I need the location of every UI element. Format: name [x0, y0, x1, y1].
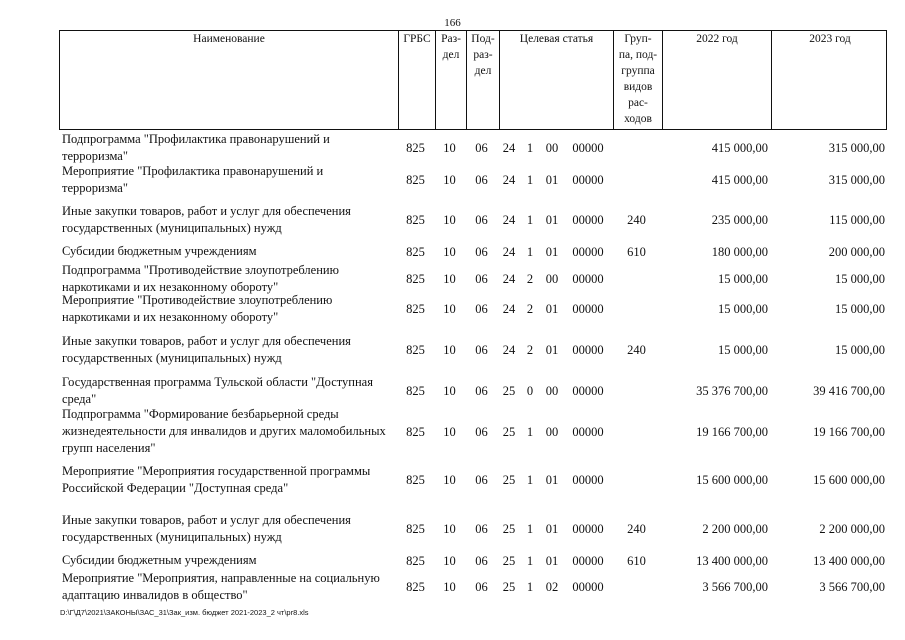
row-t3: 01	[545, 302, 559, 316]
header-gruppa-line: группа	[621, 65, 655, 77]
row-name: Государственная программа Тульской области "Доступная среда"	[62, 375, 373, 406]
row-podrazdel: 06	[475, 173, 488, 187]
row-podrazdel: 06	[475, 272, 488, 286]
row-grbs: 825	[406, 302, 425, 316]
row-razdel: 10	[443, 580, 456, 594]
row-name: Подпрограмма "Профилактика правонарушений и терроризма"	[62, 132, 330, 163]
row-y2022: 3 566 700,00	[702, 580, 768, 594]
row-vr: 610	[627, 553, 646, 568]
row-grbs: 825	[406, 553, 425, 568]
header-gruppa-line: рас-	[628, 97, 648, 109]
row-grbs: 825	[406, 213, 425, 227]
header-2022	[662, 31, 771, 129]
row-y2023: 39 416 700,00	[813, 384, 885, 398]
row-y2022: 15 600 000,00	[696, 473, 768, 487]
header-gruppa-line: па, под-	[618, 49, 658, 61]
row-t4: 00000	[572, 244, 604, 259]
row-name: Субсидии бюджетным учреждениям	[62, 553, 257, 567]
row-name: Мероприятие "Профилактика правонарушений и терроризма"	[62, 164, 324, 195]
row-t4: 00000	[572, 302, 604, 316]
row-t4: 00000	[572, 213, 604, 227]
row-t2: 1	[526, 173, 534, 187]
row-podrazdel: 06	[475, 522, 488, 536]
row-razdel: 10	[443, 343, 456, 357]
row-vr: 240	[627, 522, 646, 536]
row-y2022: 2 200 000,00	[702, 522, 768, 536]
header-2023-label: 2023 год	[809, 33, 851, 45]
row-y2022: 13 400 000,00	[696, 553, 768, 568]
header-gruppa-line: ходов	[624, 113, 652, 125]
page-number: 166	[444, 17, 461, 29]
row-razdel: 10	[443, 302, 456, 316]
row-t4: 00000	[572, 343, 604, 357]
row-vr: 240	[627, 213, 646, 227]
table-row	[59, 203, 887, 237]
table-row	[59, 243, 887, 260]
table-row	[59, 463, 887, 497]
row-t4: 00000	[572, 580, 604, 594]
header-2023	[771, 31, 888, 129]
header-tselevaya	[499, 31, 613, 129]
row-t3: 01	[545, 473, 559, 487]
row-t1: 25	[502, 580, 516, 594]
row-y2023: 15 000,00	[835, 302, 885, 316]
row-y2022: 19 166 700,00	[696, 424, 768, 439]
row-grbs: 825	[406, 173, 425, 187]
row-grbs: 825	[406, 522, 425, 536]
row-t3: 01	[545, 173, 559, 187]
row-t3: 00	[545, 141, 559, 155]
row-t1: 25	[502, 522, 516, 536]
row-podrazdel: 06	[475, 213, 488, 227]
row-grbs: 825	[406, 384, 425, 398]
row-t1: 24	[502, 343, 516, 357]
row-y2023: 15 000,00	[835, 343, 885, 357]
row-t2: 1	[526, 553, 534, 568]
header-razdel	[435, 31, 466, 129]
row-razdel: 10	[443, 424, 456, 439]
row-y2022: 35 376 700,00	[696, 384, 768, 398]
header-grbs	[398, 31, 435, 129]
row-podrazdel: 06	[475, 384, 488, 398]
table-row	[59, 406, 887, 457]
row-razdel: 10	[443, 173, 456, 187]
row-t1: 24	[502, 272, 516, 286]
header-grbs-label: ГРБС	[403, 33, 431, 45]
row-y2023: 2 200 000,00	[819, 522, 885, 536]
row-y2023: 19 166 700,00	[813, 424, 885, 439]
row-y2023: 200 000,00	[828, 244, 885, 259]
row-t3: 01	[545, 522, 559, 536]
row-t2: 2	[526, 343, 534, 357]
row-podrazdel: 06	[475, 141, 488, 155]
row-y2023: 15 600 000,00	[813, 473, 885, 487]
row-t1: 25	[502, 384, 516, 398]
row-podrazdel: 06	[475, 553, 488, 568]
row-y2022: 15 000,00	[718, 272, 768, 286]
header-tselevaya-label: Целевая статья	[519, 33, 594, 45]
row-t2: 2	[526, 302, 534, 316]
row-name: Субсидии бюджетным учреждениям	[62, 244, 257, 258]
row-name: Иные закупки товаров, работ и услуг для обеспечения государственных (муниципальных) нужд	[62, 204, 351, 235]
row-podrazdel: 06	[475, 343, 488, 357]
row-grbs: 825	[406, 473, 425, 487]
header-razdel-line: Раз-	[441, 33, 461, 45]
row-podrazdel: 06	[475, 302, 488, 316]
table-row	[59, 333, 887, 367]
row-name: Мероприятие "Мероприятия государственной программы Российской Федерации "Доступная среда"	[62, 464, 371, 495]
row-y2023: 115 000,00	[829, 213, 885, 227]
row-name: Подпрограмма "Формирование безбарьерной среды жизнедеятельности для инвалидов и других маломобильных групп населения"	[62, 407, 386, 455]
row-t3: 02	[545, 580, 559, 594]
row-t2: 0	[526, 384, 534, 398]
row-t3: 01	[545, 343, 559, 357]
row-t1: 24	[502, 302, 516, 316]
row-y2022: 415 000,00	[711, 141, 768, 155]
table-row	[59, 512, 887, 546]
row-t2: 1	[526, 522, 534, 536]
header-podrazdel-line: Под-	[471, 33, 495, 45]
row-y2022: 235 000,00	[711, 213, 768, 227]
row-vr: 610	[627, 244, 646, 259]
row-t2: 1	[526, 141, 534, 155]
table-row	[59, 552, 887, 569]
row-name: Мероприятие "Противодействие злоупотреблению наркотиками и их незаконному обороту"	[62, 293, 333, 324]
row-t4: 00000	[572, 473, 604, 487]
row-t3: 00	[545, 424, 559, 439]
row-name: Подпрограмма "Противодействие злоупотреблению наркотиками и их незаконному обороту"	[62, 263, 339, 294]
row-t1: 24	[502, 141, 516, 155]
row-t1: 24	[502, 173, 516, 187]
row-vr: 240	[627, 343, 646, 357]
header-gruppa-line: видов	[623, 81, 653, 93]
row-razdel: 10	[443, 473, 456, 487]
row-razdel: 10	[443, 553, 456, 568]
row-razdel: 10	[443, 522, 456, 536]
row-razdel: 10	[443, 244, 456, 259]
row-t4: 00000	[572, 384, 604, 398]
row-razdel: 10	[443, 141, 456, 155]
row-podrazdel: 06	[475, 473, 488, 487]
row-t3: 00	[545, 384, 559, 398]
row-y2023: 315 000,00	[828, 173, 885, 187]
row-t2: 1	[526, 580, 534, 594]
row-name: Иные закупки товаров, работ и услуг для обеспечения государственных (муниципальных) нужд	[62, 513, 351, 544]
row-podrazdel: 06	[475, 580, 488, 594]
row-podrazdel: 06	[475, 244, 488, 259]
row-t1: 24	[502, 213, 516, 227]
row-podrazdel: 06	[475, 424, 488, 439]
row-grbs: 825	[406, 141, 425, 155]
table-row	[59, 570, 887, 604]
header-name-label: Наименование	[193, 33, 265, 45]
row-grbs: 825	[406, 580, 425, 594]
row-t4: 00000	[572, 141, 604, 155]
row-t2: 2	[526, 272, 534, 286]
row-y2022: 15 000,00	[718, 302, 768, 316]
file-path-footer: D:\Г\Д7\2021\ЗАКОНЫ\ЗАС_31\Зак_изм. бюджет 2021-2023_2 чт\рr8.xls	[60, 608, 309, 617]
row-t2: 1	[526, 473, 534, 487]
row-name: Мероприятие "Мероприятия, направленные на социальную адаптацию инвалидов в общество"	[62, 571, 380, 602]
table-row	[59, 163, 887, 197]
row-name: Иные закупки товаров, работ и услуг для обеспечения государственных (муниципальных) нужд	[62, 334, 351, 365]
row-t2: 1	[526, 244, 534, 259]
row-y2022: 15 000,00	[718, 343, 768, 357]
row-razdel: 10	[443, 384, 456, 398]
header-podrazdel-line: дел	[474, 65, 492, 77]
row-t1: 24	[502, 244, 516, 259]
table-row	[59, 262, 887, 296]
header-gruppa	[613, 31, 662, 129]
row-y2022: 180 000,00	[711, 244, 768, 259]
row-grbs: 825	[406, 424, 425, 439]
header-podrazdel-line: раз-	[473, 49, 493, 61]
row-t1: 25	[502, 424, 516, 439]
table-row	[59, 292, 887, 326]
row-grbs: 825	[406, 272, 425, 286]
row-t2: 1	[526, 213, 534, 227]
row-t4: 00000	[572, 522, 604, 536]
row-y2023: 3 566 700,00	[819, 580, 885, 594]
row-t3: 01	[545, 553, 559, 568]
row-grbs: 825	[406, 244, 425, 259]
row-y2023: 13 400 000,00	[813, 553, 885, 568]
row-t1: 25	[502, 553, 516, 568]
table-row	[59, 374, 887, 408]
row-razdel: 10	[443, 213, 456, 227]
header-name	[60, 31, 398, 129]
table-header	[59, 30, 887, 130]
row-t3: 01	[545, 213, 559, 227]
row-t3: 01	[545, 244, 559, 259]
header-razdel-line: дел	[442, 49, 460, 61]
row-t4: 00000	[572, 272, 604, 286]
row-t1: 25	[502, 473, 516, 487]
row-y2022: 415 000,00	[711, 173, 768, 187]
table-row	[59, 131, 887, 165]
row-y2023: 15 000,00	[835, 272, 885, 286]
row-razdel: 10	[443, 272, 456, 286]
row-y2023: 315 000,00	[828, 141, 885, 155]
row-t4: 00000	[572, 424, 604, 439]
header-podrazdel	[466, 31, 499, 129]
header-gruppa-line: Груп-	[624, 33, 652, 45]
row-t3: 00	[545, 272, 559, 286]
row-t2: 1	[526, 424, 534, 439]
row-t4: 00000	[572, 173, 604, 187]
row-grbs: 825	[406, 343, 425, 357]
row-t4: 00000	[572, 553, 604, 568]
header-2022-label: 2022 год	[696, 33, 738, 45]
